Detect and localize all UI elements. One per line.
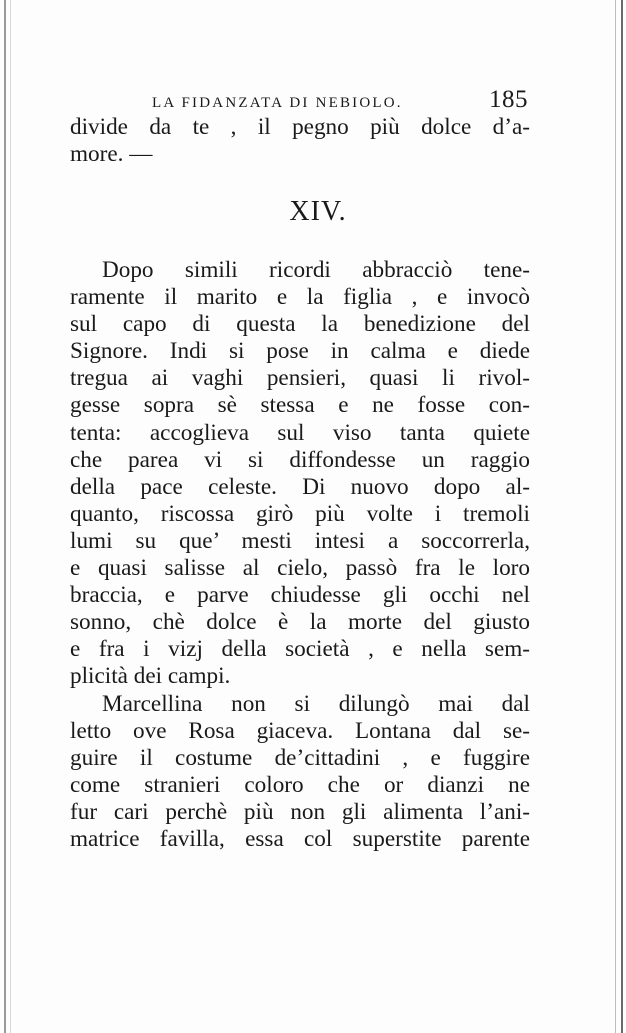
text-line: tenta: accoglieva sul viso tanta quiete	[70, 419, 530, 446]
page-edge-left	[4, 0, 6, 1033]
page-edge-left-inner	[10, 0, 11, 1033]
text-line: e fra i vizj della società , e nella sem-	[70, 636, 530, 663]
text-line: sul capo di questa la benedizione del	[70, 311, 530, 338]
text-line: della pace celeste. Di nuovo dopo al-	[70, 473, 530, 500]
page-edge-right	[621, 0, 623, 1033]
text-line: tregua ai vaghi pensieri, quasi li rivol-	[70, 365, 530, 392]
text-line: divide da te , il pegno più dolce d’a-	[70, 114, 530, 140]
paragraph-1	[70, 257, 530, 691]
text-line: Marcellina non si dilungò mai dal	[102, 690, 530, 717]
chapter-heading: XIV.	[289, 196, 347, 227]
text-line: braccia, e parve chiudesse gli occhi nel	[70, 582, 530, 609]
chapter-body	[70, 257, 530, 853]
text-line: letto ove Rosa giaceva. Lontana dal se-	[70, 717, 530, 744]
running-title: LA FIDANZATA DI NEBIOLO.	[152, 95, 403, 111]
text-line: ramente il marito e la figlia , e invocò	[70, 284, 530, 311]
page-edge-right-inner	[615, 0, 616, 1033]
text-line: Dopo simili ricordi abbracciò tene-	[102, 257, 530, 283]
text-line: gesse sopra sè stessa e ne fosse con-	[70, 392, 530, 419]
text-line: quanto, riscossa girò più volte i tremoli	[70, 500, 530, 527]
text-line: guire il costume de’cittadini , e fuggire	[70, 744, 530, 771]
text-line: matrice favilla, essa col superstite parente	[70, 825, 530, 852]
text-line: come stranieri coloro che or dianzi ne	[70, 771, 530, 798]
text-line: more. —	[70, 141, 153, 168]
paragraph-2	[70, 691, 530, 854]
text-line: Signore. Indi si pose in calma e diede	[70, 338, 530, 365]
text-line: sonno, chè dolce è la morte del giusto	[70, 609, 530, 636]
page-number: 185	[489, 86, 528, 113]
text-line: plicità dei campi.	[70, 663, 231, 690]
text-line: e quasi salisse al cielo, passò fra le loro	[70, 555, 530, 582]
text-line: fur cari perchè più non gli alimenta l’ani-	[70, 798, 530, 825]
continued-text	[70, 114, 530, 168]
running-head	[152, 86, 528, 116]
text-line: che parea vi si diffondesse un raggio	[70, 446, 530, 473]
text-line: lumi su que’ mesti intesi a soccorrerla,	[70, 527, 530, 554]
